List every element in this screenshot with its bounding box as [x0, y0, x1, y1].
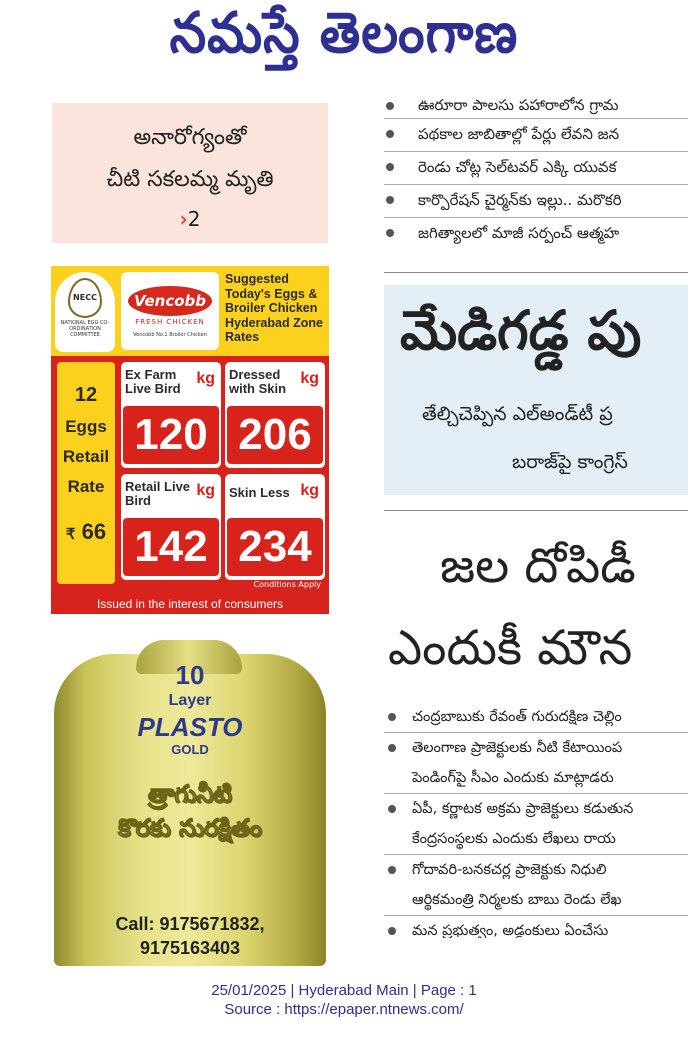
tank-brand: PLASTO [137, 712, 243, 742]
tank-slogan-2: కొరకు సురక్షితం [118, 814, 262, 842]
eggs-price-value: 66 [81, 519, 107, 544]
rate-unit: kg [196, 370, 215, 387]
tank-layers-label: Layer [168, 692, 212, 709]
list-item[interactable] [384, 185, 688, 218]
list-item[interactable] [384, 96, 688, 119]
top-headline-list [384, 96, 688, 250]
necc-caption: NATIONAL EGG CO-ORDINATION COMMITTEE [60, 320, 110, 338]
egg-ad-rates [51, 356, 329, 594]
bullet-icon [386, 229, 394, 237]
rate-value: 234 [227, 518, 323, 576]
feature-subhead-1: తేల్చిచెప్పిన ఎల్‌అండ్‌టీ ప్ర [422, 403, 613, 425]
divider [384, 510, 688, 511]
rate-unit: kg [300, 482, 319, 499]
rate-value: 142 [123, 518, 219, 576]
feature-subhead-2: బరాజ్‌పై కాంగ్రెస్ [512, 451, 628, 473]
bullet-icon [388, 927, 396, 935]
necc-logo [55, 272, 115, 352]
eggs-retail-label: Retail [62, 447, 110, 466]
rate-cell-ex-farm [121, 362, 221, 468]
edition-info: 25/01/2025 | Hyderabad Main | Page : 1 [211, 982, 477, 999]
rate-value: 120 [123, 406, 219, 464]
masthead [0, 0, 688, 90]
rate-label: Dressed with Skin [229, 367, 287, 396]
vencobb-tagline: Vencobb No.1 Broiler Chicken [133, 332, 207, 338]
list-item-text: గోదావరి-బనకచర్ల ప్రాజెక్టుకు నిధులి [412, 862, 607, 878]
egg-ad-footer: Issued in the interest of consumers [51, 594, 329, 614]
bullet-icon [388, 744, 396, 752]
eggs-count: 12 [74, 384, 98, 406]
rate-cell-skinless [225, 474, 325, 580]
lead-bullet-list [384, 702, 688, 938]
list-item-text: ఏపీ, కర్ణాటక అక్రమ ప్రాజెక్టులు కడుతున [412, 801, 634, 817]
rate-label: Retail Live Bird [125, 479, 191, 508]
list-item-text: తెలంగాణ ప్రాజెక్టులకు నీటి కేటాయింప [412, 740, 623, 756]
tank-layers-count: 10 [175, 660, 205, 690]
lead-headline-line-2[interactable]: ఎందుకీ మౌన [388, 620, 633, 676]
bullet-icon [386, 163, 394, 171]
newspaper-title: నమస్తే తెలంగాణ [169, 1, 519, 66]
vencobb-subtitle: FRESH CHICKEN [135, 318, 205, 326]
list-item-text: జగిత్యాలలో మాజీ సర్పంచ్ ఆత్మహ [418, 224, 620, 242]
eggs-rate-label: Rate [67, 477, 105, 496]
rate-value: 206 [227, 406, 323, 464]
list-item[interactable] [384, 916, 688, 938]
eggs-label: Eggs [65, 417, 107, 436]
teaser-page-ref[interactable] [52, 207, 328, 231]
tank-slogan-1: త్రాగునీటి [148, 780, 232, 808]
list-item-text: రెండు చోట్ల సెల్‌టవర్ ఎక్కి యువక [418, 158, 617, 176]
rate-cell-retail [121, 474, 221, 580]
water-tank-ad[interactable] [52, 640, 328, 966]
bullet-icon [386, 130, 394, 138]
list-item-text: పెండింగ్‌పై సీఎం ఎందుకు మాట్లాడరు [412, 770, 614, 786]
page-footer [0, 982, 688, 1018]
eggs-rate-box [57, 362, 115, 584]
list-item-text: కార్పొరేషన్ చైర్మన్‌కు ఇల్లు.. మరొకరి [418, 191, 622, 209]
list-item-text: ఆర్థికమంత్రి నిర్మలకు బాబు రెండు లేఖ [412, 892, 622, 908]
bullet-icon [386, 196, 394, 204]
rates-heading: Suggested Today's Eggs & Broiler Chicken Hyderabad Zone Rates [225, 272, 323, 344]
list-item[interactable] [384, 218, 688, 250]
list-item[interactable] [384, 855, 688, 916]
rate-cell-dressed [225, 362, 325, 468]
list-item[interactable] [384, 794, 688, 855]
list-item[interactable] [384, 152, 688, 185]
rate-label: Skin Less [229, 485, 290, 500]
bullet-icon [388, 866, 396, 874]
teaser-box[interactable] [52, 103, 328, 243]
teaser-line-1: అనారోగ్యంతో [133, 125, 247, 150]
chevron-right-icon: › [179, 207, 188, 231]
list-item-text: మన ప్రభుత్వం, అడ్డంకులు ఏంచేసు [412, 923, 609, 938]
bullet-icon [388, 713, 396, 721]
source-link[interactable]: Source : https://epaper.ntnews.com/ [224, 1001, 464, 1018]
list-item[interactable] [384, 702, 688, 733]
lead-headline-line-1[interactable]: జల దోపిడీ [440, 538, 636, 594]
rate-unit: kg [196, 482, 215, 499]
egg-rates-ad[interactable] [51, 266, 329, 614]
tank-brand-sub: GOLD [171, 742, 209, 757]
list-item[interactable] [384, 119, 688, 152]
feature-story[interactable] [384, 285, 688, 495]
teaser-page-number: 2 [187, 207, 201, 231]
egg-icon: NECC [68, 278, 102, 318]
teaser-line-2: చీటి సకలమ్మ మృతి [106, 167, 274, 192]
bullet-icon [386, 102, 394, 110]
vencobb-logo [121, 272, 219, 350]
list-item[interactable] [384, 733, 688, 794]
list-item-text: పథకాల జాబితాల్లో పేర్లు లేవని జన [418, 125, 620, 143]
rate-unit: kg [300, 370, 319, 387]
tank-phone-2: 9175163403 [139, 938, 241, 958]
tank-phone-1: Call: 9175671832, [115, 914, 265, 934]
rate-label: Ex Farm Live Bird [125, 367, 181, 396]
eggs-price [57, 519, 115, 545]
divider [384, 272, 688, 273]
rupee-icon: ₹ [65, 526, 76, 543]
list-item-text: చంద్రబాబుకు రేవంత్ గురుదక్షిణ చెల్లిం [412, 709, 622, 725]
egg-ad-header [51, 266, 329, 356]
list-item-text: ఊరూరా పాలసు పహారాలోన గ్రామ [418, 96, 619, 114]
list-item-text: కేంద్రసంస్థలకు ఎందుకు లేఖలు రాయ [412, 831, 616, 847]
vencobb-brand: Vencobb [128, 286, 212, 316]
bullet-icon [388, 805, 396, 813]
conditions-note: Conditions Apply [253, 580, 321, 589]
feature-headline: మేడిగడ్డ పు [400, 299, 642, 362]
